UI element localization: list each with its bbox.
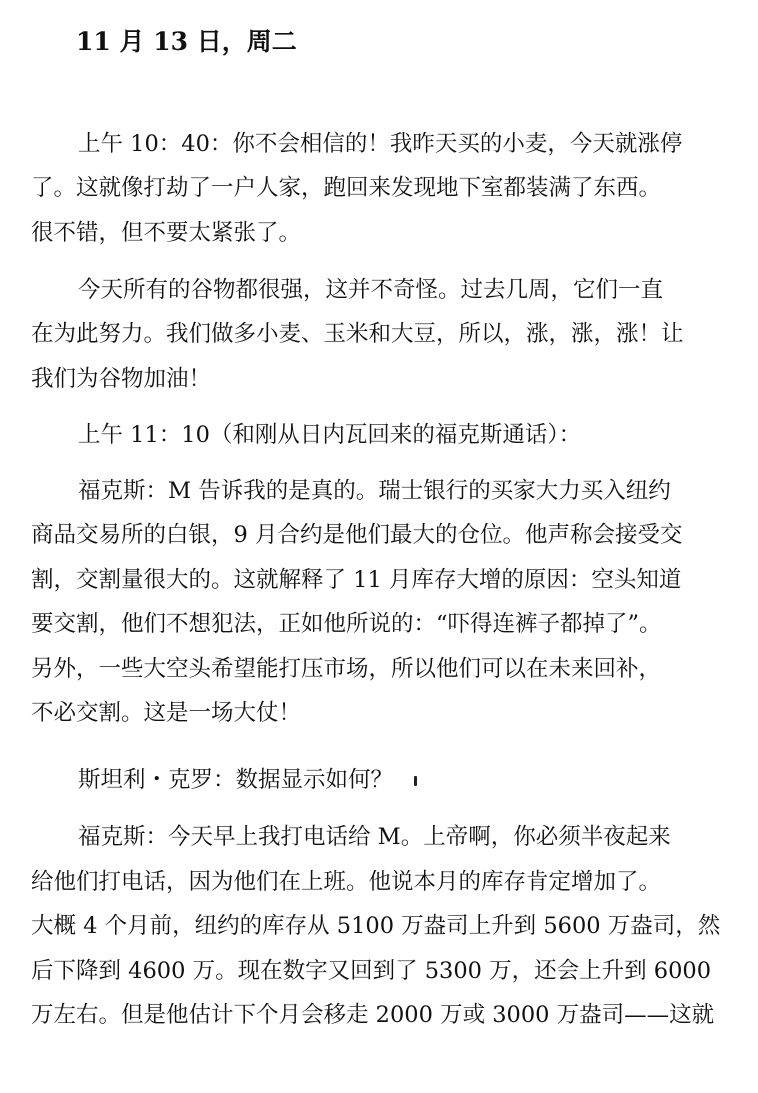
text-line: 今天所有的谷物都很强，这并不奇怪。过去几周，它们一直: [78, 277, 664, 303]
date-heading: 11 月 13 日，周二: [76, 27, 297, 56]
text-line: 商品交易所的白银，9 月合约是他们最大的仓位。他声称会接受交: [31, 522, 683, 548]
text-line: 割，交割量很大的。这就解释了 11 月库存大增的原因：空头知道: [31, 567, 682, 593]
text-line: 斯坦利・克罗：数据显示如何？: [78, 767, 394, 793]
text-line: 了。这就像打劫了一户人家，跑回来发现地下室都装满了东西。: [31, 175, 662, 201]
text-line: 另外，一些大空头希望能打压市场，所以他们可以在未来回补，: [31, 656, 662, 682]
text-line: 大概 4 个月前，纽约的库存从 5100 万盎司上升到 5600 万盎司，然: [31, 913, 721, 939]
text-line: 上午 10：40：你不会相信的！我昨天买的小麦，今天就涨停: [78, 131, 683, 157]
text-line: 福克斯：M 告诉我的是真的。瑞士银行的买家大力买入纽约: [78, 478, 671, 504]
text-line: 后下降到 4600 万。现在数字又回到了 5300 万，还会上升到 6000: [31, 958, 712, 984]
text-line: 要交割，他们不想犯法，正如他所说的：“吓得连裤子都掉了”。: [31, 611, 662, 637]
text-line: 上午 11：10（和刚从日内瓦回来的福克斯通话）：: [78, 422, 582, 448]
text-line: 给他们打电话，因为他们在上班。他说本月的库存肯定增加了。: [31, 869, 662, 895]
text-line: 不必交割。这是一场大仗！: [31, 700, 302, 726]
scan-speck: [414, 776, 417, 786]
text-line: 福克斯：今天早上我打电话给 M。上帝啊，你必须半夜起来: [78, 824, 671, 850]
text-line: 万左右。但是他估计下个月会移走 2000 万或 3000 万盎司——这就: [31, 1002, 715, 1028]
text-line: 在为此努力。我们做多小麦、玉米和大豆，所以，涨，涨，涨！让: [31, 321, 684, 347]
text-line: 很不错，但不要太紧张了。: [31, 220, 302, 246]
text-line: 我们为谷物加油！: [31, 366, 212, 392]
